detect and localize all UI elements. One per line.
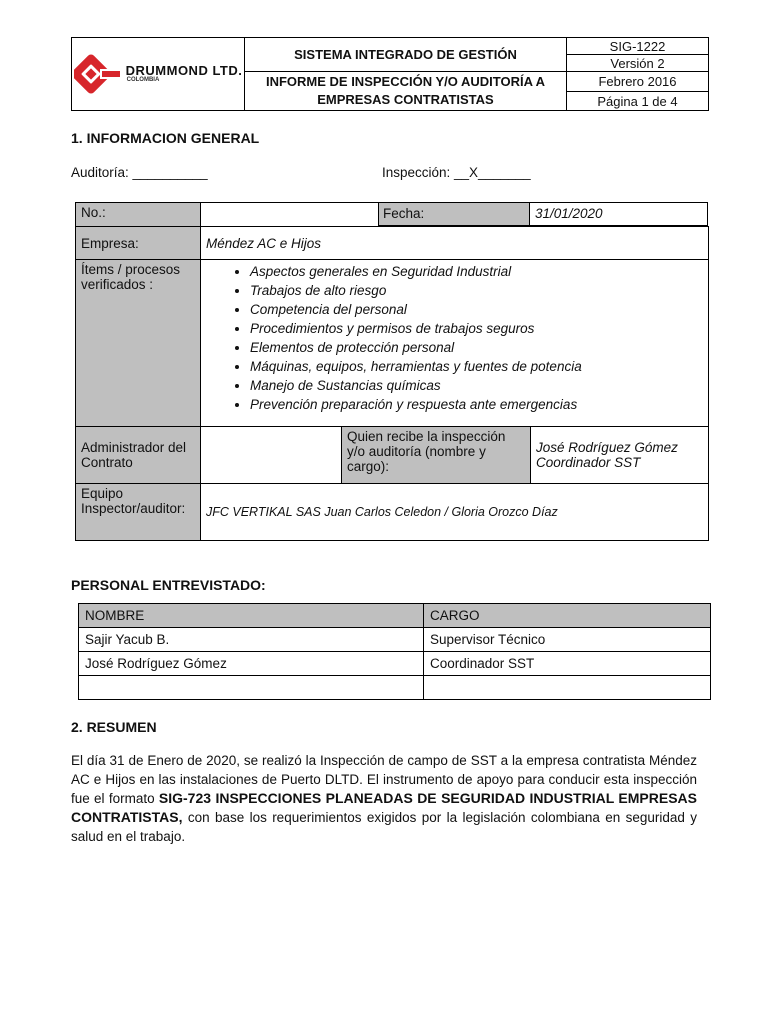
recibe-role: Coordinador SST [536,455,641,470]
table-row [79,628,711,652]
admin-value [201,427,342,484]
empresa-label: Empresa: [76,227,201,260]
list-item: • Prevención preparación y respuesta ante emergencias [250,395,703,414]
list-item: • Procedimientos y permisos de trabajos seguros [250,319,703,338]
table-cell: Coordinador SST [424,652,711,676]
doc-date: Febrero 2016 [567,72,709,92]
table-row [79,676,711,700]
logo-subtitle: COLOMBIA [126,77,160,83]
personal-table [78,603,711,700]
table-cell [424,676,711,700]
logo-cell [72,38,245,111]
list-item: • Manejo de Sustancias químicas [250,376,703,395]
doc-page: Página 1 de 4 [567,92,709,111]
table-header-cargo: CARGO [424,604,711,628]
table-header-nombre: NOMBRE [79,604,424,628]
list-item: • Competencia del personal [250,300,703,319]
summary-text-1: El día 31 de Enero de 2020, se realizó la Inspección de campo de SST a la empresa contratista Méndez AC e Hijos en las instalaciones de Puerto DLTD. El instrumento de apoyo para conducir esta inspección fue el formato [71,753,697,806]
section-1-title: 1. INFORMACION GENERAL [71,130,260,146]
summary-paragraph [71,751,697,846]
items-list [206,262,703,414]
table-cell: José Rodríguez Gómez [79,652,424,676]
empresa-value: Méndez AC e Hijos [201,227,709,260]
list-item: • Elementos de protección personal [250,338,703,357]
doc-code: SIG-1222 [567,38,709,55]
no-label: No.: [76,203,201,227]
section-2-title: 2. RESUMEN [71,719,157,735]
personal-title: PERSONAL ENTREVISTADO: [71,577,266,593]
system-title: SISTEMA INTEGRADO DE GESTIÓN [245,38,567,72]
logo-name: DRUMMOND LTD. [125,63,243,78]
report-title: INFORME DE INSPECCIÓN Y/O AUDITORÍA A EMPRESAS CONTRATISTAS [245,72,567,111]
summary-text-2: con base los requerimientos exigidos por la legislación colombiana en seguridad y salud en el trabajo. [71,810,697,844]
fecha-value: 31/01/2020 [529,202,708,226]
summary-text-bold: SIG-723 INSPECCIONES PLANEADAS DE SEGURIDAD INDUSTRIAL EMPRESAS CONTRATISTAS, [71,790,697,825]
items-label: Ítems / procesos verificados : [76,260,201,427]
equipo-value: JFC VERTIKAL SAS Juan Carlos Celedon / Gloria Orozco Díaz [201,484,709,541]
equipo-label: Equipo Inspector/auditor: [76,484,201,541]
recibe-value [531,427,709,484]
fecha-label: Fecha: [378,202,530,226]
recibe-label: Quien recibe la inspección y/o auditoría (nombre y cargo): [342,427,531,484]
list-item: • Aspectos generales en Seguridad Industrial [250,262,703,281]
table-row [79,652,711,676]
list-item: • Máquinas, equipos, herramientas y fuentes de potencia [250,357,703,376]
doc-version: Versión 2 [567,55,709,72]
admin-label: Administrador del Contrato [76,427,201,484]
drummond-logo [72,38,244,110]
document-header [71,37,709,111]
list-item: • Trabajos de alto riesgo [250,281,703,300]
table-cell [79,676,424,700]
drummond-diamond-icon [74,53,122,95]
table-cell: Sajir Yacub B. [79,628,424,652]
table-cell: Supervisor Técnico [424,628,711,652]
recibe-name: José Rodríguez Gómez [536,440,678,455]
general-info-table [75,202,709,541]
items-cell [201,260,709,427]
auditoria-label: Auditoría: __________ [71,165,208,180]
inspeccion-label: Inspección: __X_______ [382,165,531,180]
